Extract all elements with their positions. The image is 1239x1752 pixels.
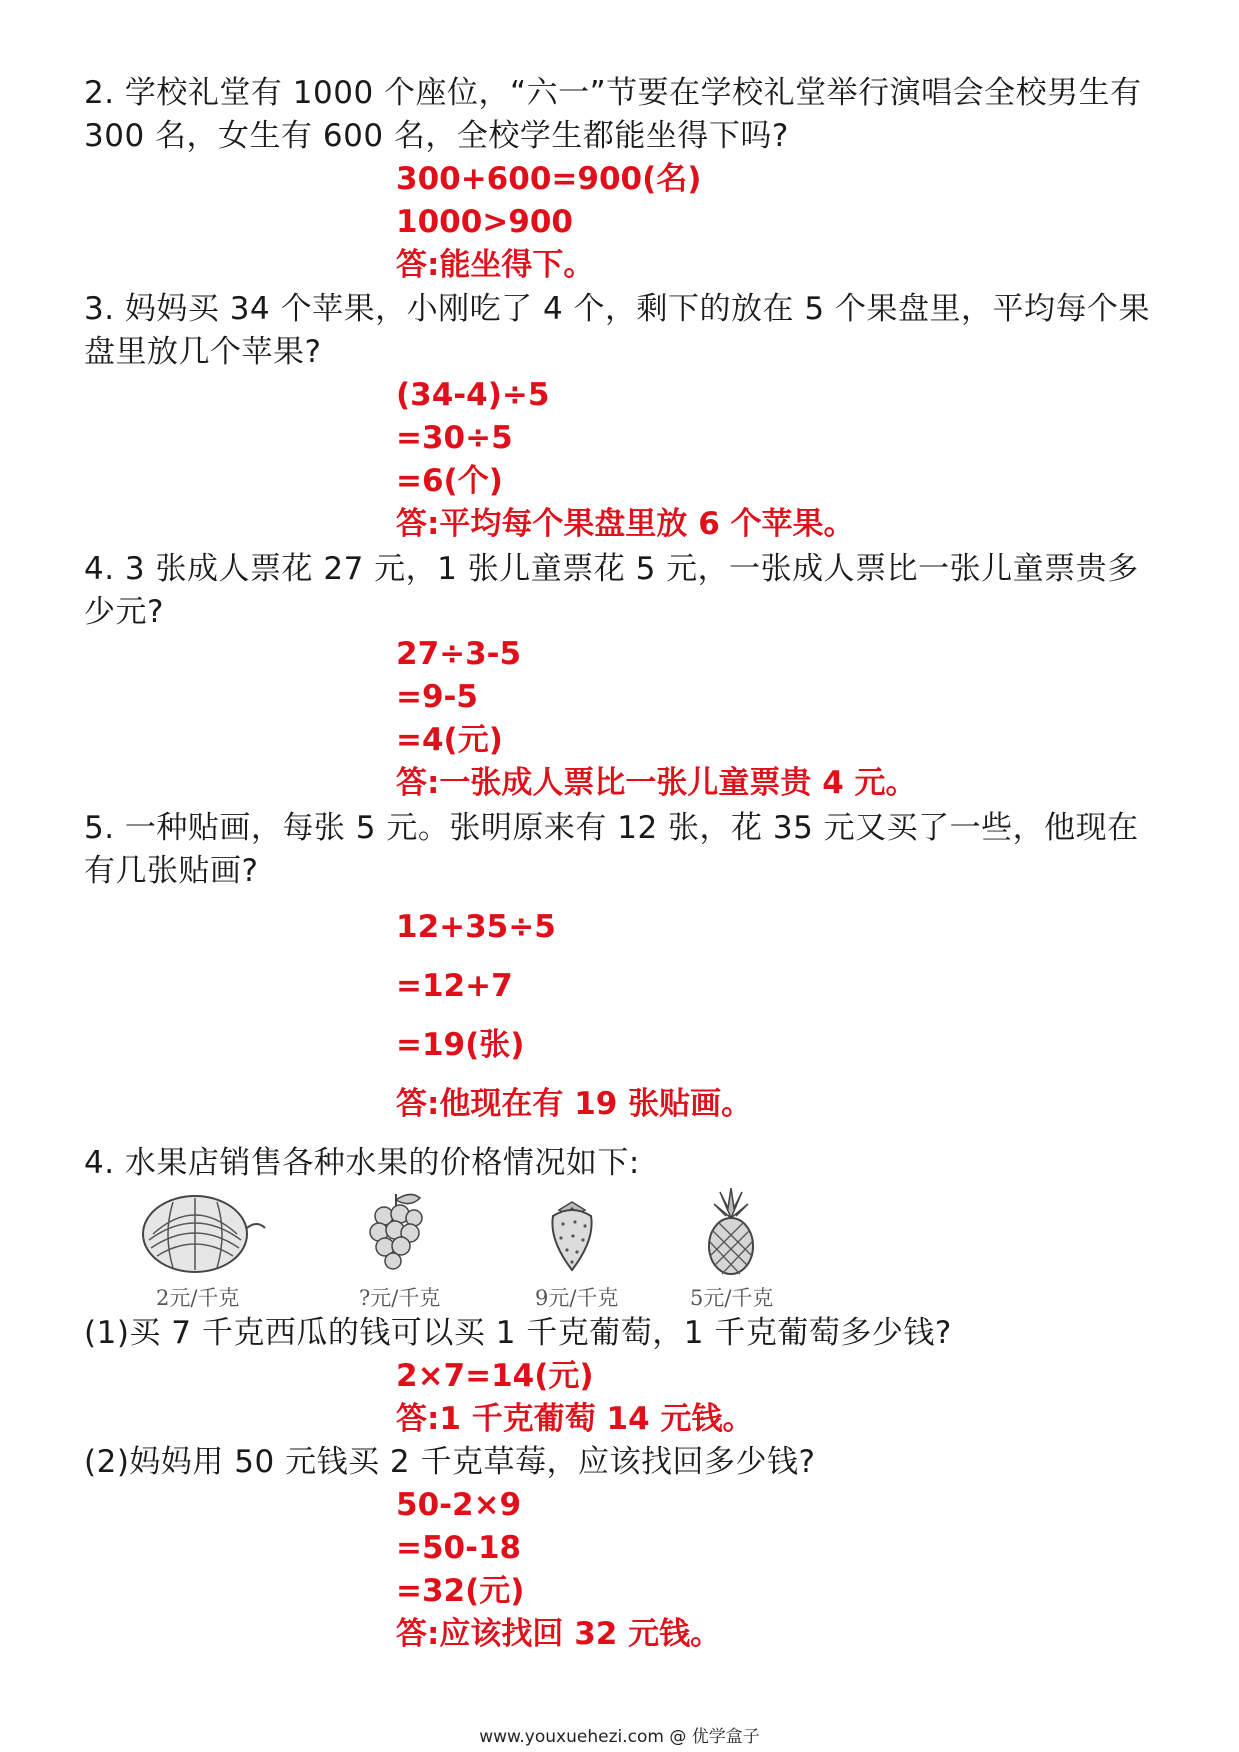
solution-step: =50-18 xyxy=(396,1530,522,1566)
fruit-price: 5元/千克 xyxy=(690,1286,774,1310)
fruit-question-1: (1)买 7 千克西瓜的钱可以买 1 千克葡萄，1 千克葡萄多少钱? xyxy=(84,1315,952,1351)
solution-step: 27÷3-5 xyxy=(396,636,522,672)
fruit-price: ?元/千克 xyxy=(359,1286,441,1310)
solution-step: 12+35÷5 xyxy=(396,909,556,945)
question-2: 2. 学校礼堂有 1000 个座位，“六一”节要在学校礼堂举行演唱会全校男生有 300 名，女生有 600 名，全校学生都能坐得下吗? xyxy=(84,75,1142,154)
fruit-problem-intro: 4. 水果店销售各种水果的价格情况如下: xyxy=(84,1145,640,1181)
solution-step: =12+7 xyxy=(396,968,513,1004)
fruit-answer-1: 答:1 千克葡萄 14 元钱。 xyxy=(396,1401,754,1437)
answer-4: 答:一张成人票比一张儿童票贵 4 元。 xyxy=(396,765,917,801)
solution-step: 2×7=14(元) xyxy=(396,1358,594,1394)
strawberry-icon xyxy=(497,1188,647,1278)
solution-step: =30÷5 xyxy=(396,420,513,456)
footer-watermark: www.youxuehezi.com @ 优学盒子 xyxy=(479,1727,760,1747)
solution-step: =6(个) xyxy=(396,463,503,499)
answer-3: 答:平均每个果盘里放 6 个苹果。 xyxy=(396,506,855,542)
grapes-icon xyxy=(321,1188,471,1278)
question-5: 5. 一种贴画，每张 5 元。张明原来有 12 张，花 35 元又买了一些，他现在有几张贴画? xyxy=(84,810,1139,889)
solution-step: =19(张) xyxy=(396,1027,525,1063)
question-4: 4. 3 张成人票花 27 元，1 张儿童票花 5 元，一张成人票比一张儿童票贵多少元? xyxy=(84,551,1139,630)
solution-step: 50-2×9 xyxy=(396,1487,522,1523)
solution-step: =9-5 xyxy=(396,679,478,715)
fruit-price: 9元/千克 xyxy=(535,1286,619,1310)
fruit-answer-2: 答:应该找回 32 元钱。 xyxy=(396,1616,722,1652)
solution-step: (34-4)÷5 xyxy=(396,377,550,413)
answer-5: 答:他现在有 19 张贴画。 xyxy=(396,1086,753,1122)
fruit-price: 2元/千克 xyxy=(156,1286,240,1310)
fruit-question-2: (2)妈妈用 50 元钱买 2 千克草莓，应该找回多少钱? xyxy=(84,1444,816,1480)
solution-step: =4(元) xyxy=(396,722,503,758)
pineapple-icon xyxy=(656,1188,806,1278)
solution-step: 1000>900 xyxy=(396,204,573,240)
answer-2: 答:能坐得下。 xyxy=(396,247,595,283)
question-3: 3. 妈妈买 34 个苹果，小刚吃了 4 个，剩下的放在 5 个果盘里，平均每个果盘里放几个苹果? xyxy=(84,291,1150,370)
solution-step: 300+600=900(名) xyxy=(396,161,702,197)
watermelon-icon xyxy=(123,1188,273,1278)
solution-step: =32(元) xyxy=(396,1573,525,1609)
